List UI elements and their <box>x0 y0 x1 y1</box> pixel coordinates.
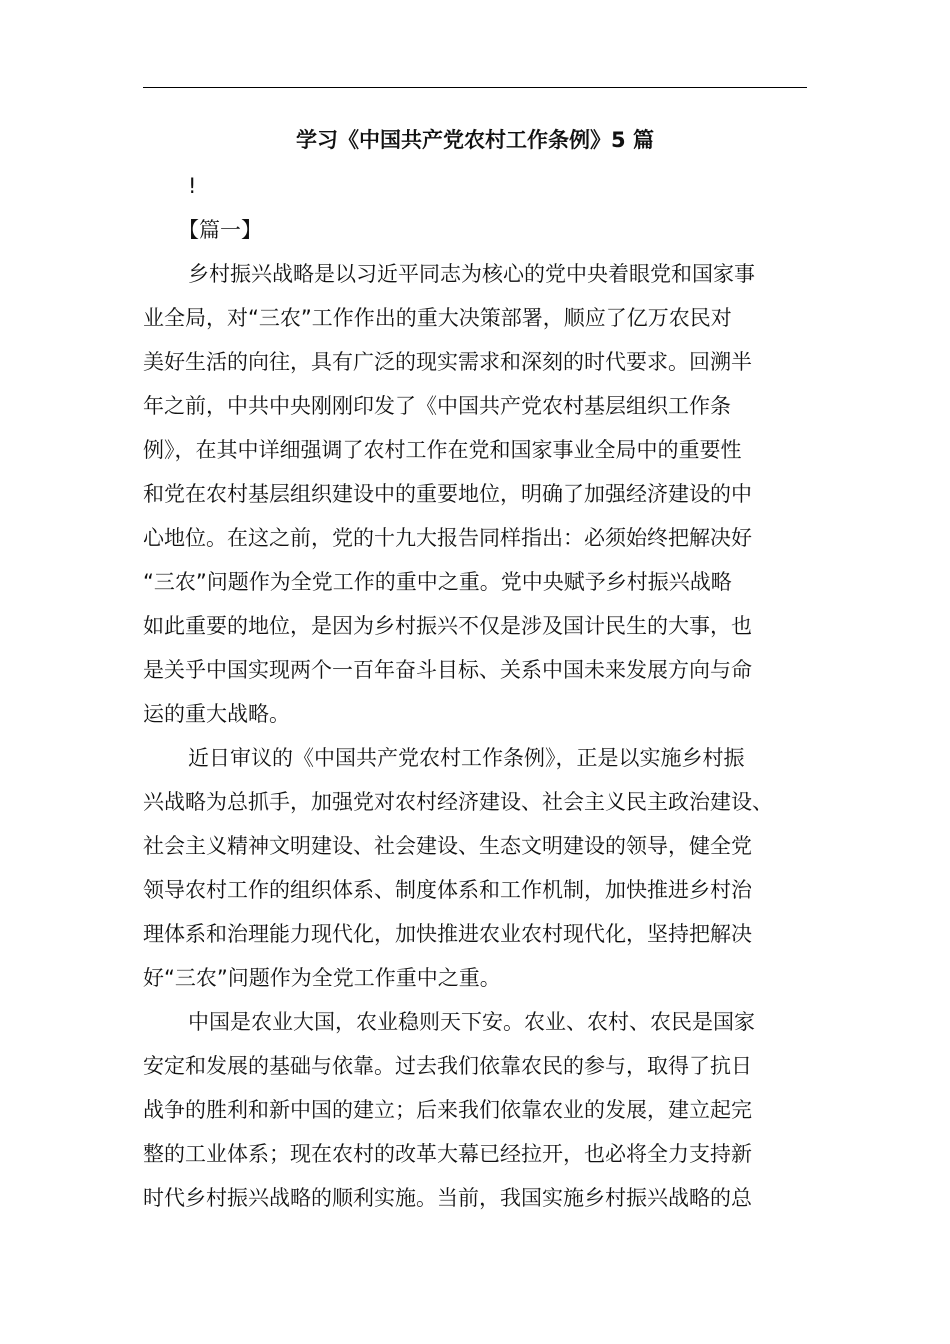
paragraph-line: 业全局，对“三农”工作作出的重大决策部署，顺应了亿万农民对 <box>143 306 732 330</box>
paragraph-line: 例》，在其中详细强调了农村工作在党和国家事业全局中的重要性 <box>143 438 742 462</box>
paragraph-line: 好“三农”问题作为全党工作重中之重。 <box>143 966 501 990</box>
header-rule <box>143 87 807 88</box>
paragraph-line: 乡村振兴战略是以习近平同志为核心的党中央着眼党和国家事 <box>188 262 755 286</box>
paragraph-line: 近日审议的《中国共产党农村工作条例》，正是以实施乡村振 <box>188 746 745 770</box>
paragraph-line: “三农”问题作为全党工作的重中之重。党中央赋予乡村振兴战略 <box>143 570 732 594</box>
paragraph-line: 年之前，中共中央刚刚印发了《中国共产党农村基层组织工作条 <box>143 394 731 418</box>
stray-mark: ! <box>188 174 197 198</box>
document-title: 学习《中国共产党农村工作条例》5 篇 <box>296 128 654 152</box>
paragraph-line: 心地位。在这之前，党的十九大报告同样指出：必须始终把解决好 <box>143 526 752 550</box>
paragraph-line: 运的重大战略。 <box>143 702 290 726</box>
paragraph-line: 和党在农村基层组织建设中的重要地位，明确了加强经济建设的中 <box>143 482 752 506</box>
paragraph-line: 领导农村工作的组织体系、制度体系和工作机制，加快推进乡村治 <box>143 878 752 902</box>
paragraph-line: 中国是农业大国，农业稳则天下安。农业、农村、农民是国家 <box>188 1010 755 1034</box>
paragraph-line: 安定和发展的基础与依靠。过去我们依靠农民的参与，取得了抗日 <box>143 1054 752 1078</box>
paragraph-line: 社会主义精神文明建设、社会建设、生态文明建设的领导，健全党 <box>143 834 752 858</box>
paragraph-line: 兴战略为总抓手，加强党对农村经济建设、社会主义民主政治建设、 <box>143 790 773 814</box>
section-label: 【篇一】 <box>178 218 262 242</box>
paragraph-line: 理体系和治理能力现代化，加快推进农业农村现代化，坚持把解决 <box>143 922 752 946</box>
paragraph-line: 如此重要的地位，是因为乡村振兴不仅是涉及国计民生的大事，也 <box>143 614 752 638</box>
paragraph-line: 整的工业体系；现在农村的改革大幕已经拉开，也必将全力支持新 <box>143 1142 752 1166</box>
paragraph-line: 时代乡村振兴战略的顺利实施。当前，我国实施乡村振兴战略的总 <box>143 1186 752 1210</box>
paragraph-line: 战争的胜利和新中国的建立；后来我们依靠农业的发展，建立起完 <box>143 1098 752 1122</box>
paragraph-line: 是关乎中国实现两个一百年奋斗目标、关系中国未来发展方向与命 <box>143 658 752 682</box>
paragraph-line: 美好生活的向往，具有广泛的现实需求和深刻的时代要求。回溯半 <box>143 350 752 374</box>
